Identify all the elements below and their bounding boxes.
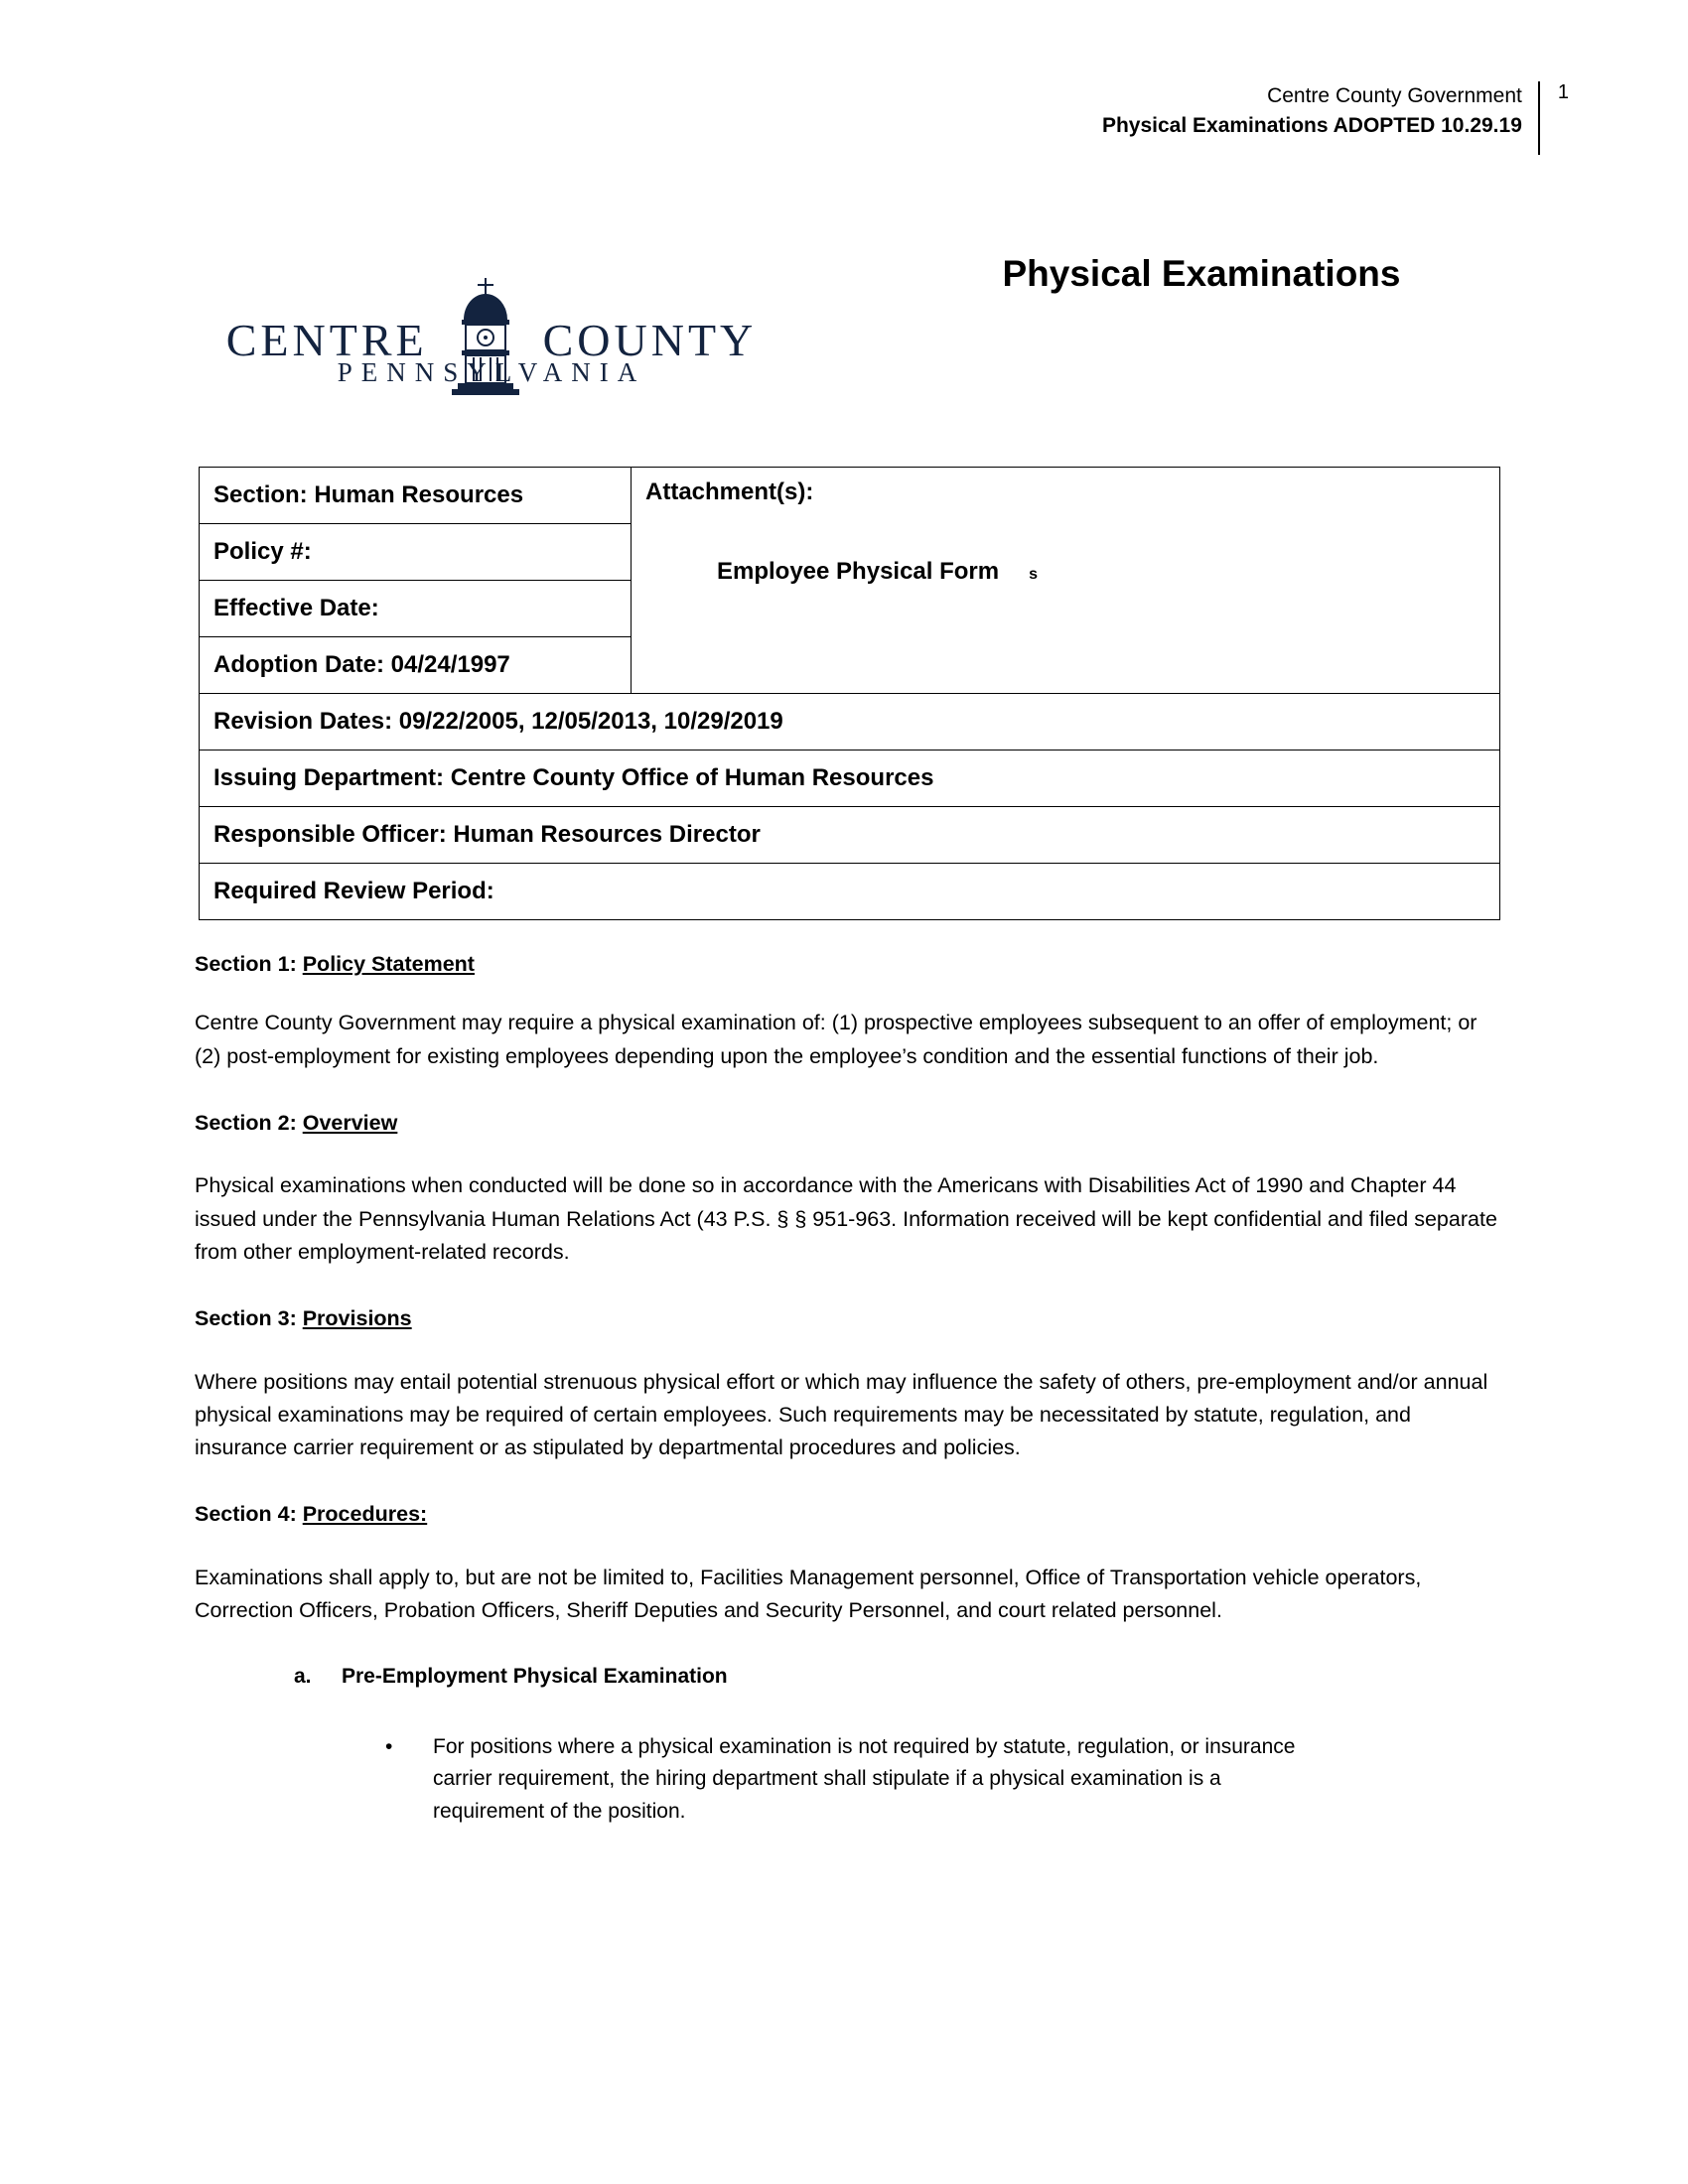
table-row — [200, 864, 1500, 920]
cell-attachments — [632, 468, 1500, 694]
centre-county-logo — [204, 199, 779, 402]
table-row — [200, 751, 1500, 807]
list-item — [385, 1731, 1505, 1829]
logo-state-name: PENNSYLVANIA — [337, 357, 646, 387]
header-text-block — [1102, 81, 1522, 142]
list-item-text: Pre-Employment Physical Examination — [342, 1665, 728, 1689]
header-subtitle: Physical Examinations ADOPTED 10.29.19 — [1101, 114, 1522, 138]
bullet-icon: • — [385, 1734, 393, 1758]
section-3-heading — [195, 1302, 1505, 1335]
section-4-heading — [195, 1498, 1505, 1531]
list-item-marker: a. — [294, 1665, 312, 1689]
section-4-title: Procedures: — [302, 1502, 428, 1527]
section-3-title: Provisions — [302, 1306, 412, 1331]
section-2-label: Section 2: — [195, 1110, 303, 1135]
header-organization: Centre County Government — [1267, 84, 1522, 107]
attachment-item-label: Employee Physical Form — [717, 558, 1000, 585]
section-3-label: Section 3: — [195, 1306, 303, 1331]
policy-info-table — [199, 467, 1500, 920]
section-2-body: Physical examinations when conducted will be done so in accordance with the Americans with Disabilities Act of 1990 and Chapter 44 issued under the Pennsylvania Human Relations Act (43 P.S. § § 951-963. Information received will be kept confidential and filed separate from other employment-related records. — [195, 1173, 1497, 1264]
cell-adoption-date: Adoption Date: 04/24/1997 — [200, 637, 632, 694]
table-row — [200, 468, 1500, 524]
list-item — [294, 1661, 1505, 1694]
section-1-label: Section 1: — [195, 952, 303, 976]
attachments-label: Attachment(s): — [645, 478, 814, 505]
logo-word-centre: CENTRE — [225, 314, 428, 365]
list-item-text: For positions where a physical examination is not required by statute, regulation, or insurance carrier requirement, the hiring department shall stipulate if a physical examination is a requirement of the position. — [433, 1734, 1296, 1824]
cell-effective-date: Effective Date: — [200, 581, 632, 637]
page-number: 1 — [1557, 81, 1569, 103]
document-header — [1102, 81, 1569, 155]
table-row — [200, 694, 1500, 751]
cell-required-review-period: Required Review Period: — [200, 864, 1500, 920]
cell-issuing-department: Issuing Department: Centre County Office of Human Resources — [200, 751, 1500, 807]
section-1-title: Policy Statement — [302, 952, 475, 976]
title-band — [0, 199, 1688, 417]
cell-policy-number: Policy #: — [200, 524, 632, 581]
cell-section: Section: Human Resources — [200, 468, 632, 524]
page-title: Physical Examinations — [1002, 253, 1401, 294]
section-1-body: Centre County Government may require a physical examination of: (1) prospective employees subsequent to an offer of employment; or (2) post-employment for existing employees depending upon the employee’s condition and the essential functions of their job. — [195, 1011, 1477, 1068]
attachment-item — [645, 558, 1485, 586]
section-1-heading — [195, 948, 1505, 981]
logo-word-county: COUNTY — [542, 314, 758, 365]
section-3-body: Where positions may entail potential strenuous physical effort or which may influence the safety of others, pre-employment and/or annual physical examinations may be required of certain employees. Such requirements may be necessitated by statute, regulation, and insurance carrier requirement or as stipulated by departmental procedures and policies. — [195, 1369, 1488, 1460]
section-2-heading — [195, 1107, 1505, 1140]
cell-responsible-officer: Responsible Officer: Human Resources Director — [200, 807, 1500, 864]
section-4-label: Section 4: — [195, 1502, 303, 1527]
cell-revision-dates: Revision Dates: 09/22/2005, 12/05/2013, 10/29/2019 — [200, 694, 1500, 751]
section-4-body: Examinations shall apply to, but are not be limited to, Facilities Management personnel, Office of Transportation vehicle operators, Correction Officers, Probation Officers, Sheriff Deputies and Security Personnel, and court related personnel. — [195, 1565, 1422, 1623]
document-body — [195, 948, 1505, 1829]
attachment-item-suffix: s — [1029, 566, 1039, 583]
section-2-title: Overview — [302, 1110, 398, 1135]
table-row — [200, 807, 1500, 864]
page-number-container — [1538, 81, 1569, 155]
